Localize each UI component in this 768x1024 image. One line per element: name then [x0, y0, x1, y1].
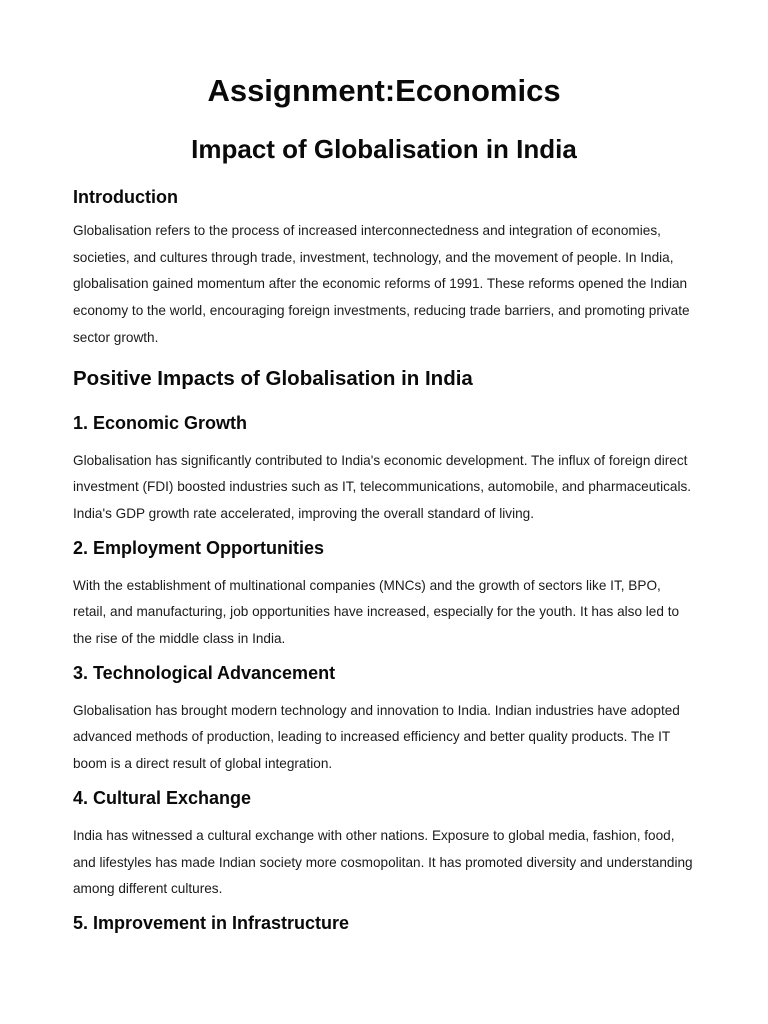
section-heading-economic-growth: 1. Economic Growth — [73, 412, 248, 433]
section-heading-infrastructure: 5. Improvement in Infrastructure — [73, 912, 350, 933]
section-paragraph-technology: Globalisation has brought modern technology and innovation to India. Indian industries have adopted advanced methods of production, leading to increased efficiency and better quality products. The IT boom is a direct result of global integration. — [73, 702, 680, 772]
section-heading-cultural-exchange: 4. Cultural Exchange — [73, 787, 252, 808]
section-heading-technology: 3. Technological Advancement — [73, 662, 336, 683]
introduction-heading: Introduction — [73, 187, 178, 207]
section-paragraph-economic-growth: Globalisation has significantly contributed to India's economic development. The influx of foreign direct investment (FDI) boosted industries such as IT, telecommunications, automobile, and pharmaceuticals. India's GDP growth rate accelerated, improving the overall standard of living. — [73, 452, 692, 521]
positive-impacts-heading: Positive Impacts of Globalisation in India — [73, 366, 473, 390]
document-body — [73, 185, 697, 935]
introduction-paragraph: Globalisation refers to the process of increased interconnectedness and integration of economies, societies, and cultures through trade, investment, technology, and the movement of people. In India, globalisation gained momentum after the economic reforms of 1991. These reforms opened the Indian economy to the world, encouraging foreign investments, reducing trade barriers, and promoting private sector growth. — [73, 223, 690, 345]
section-heading-employment: 2. Employment Opportunities — [73, 537, 325, 558]
document-subtitle: Impact of Globalisation in India — [191, 134, 577, 164]
section-paragraph-cultural-exchange: India has witnessed a cultural exchange with other nations. Exposure to global media, fashion, food, and lifestyles has made Indian society more cosmopolitan. It has promoted diversity and understanding among different cultures. — [73, 827, 693, 897]
section-paragraph-employment: With the establishment of multinational companies (MNCs) and the growth of sectors like IT, BPO, retail, and manufacturing, job opportunities have increased, especially for the youth. It has also led to the rise of the middle class in India. — [73, 577, 680, 647]
document-title: Assignment:Economics — [207, 73, 561, 108]
